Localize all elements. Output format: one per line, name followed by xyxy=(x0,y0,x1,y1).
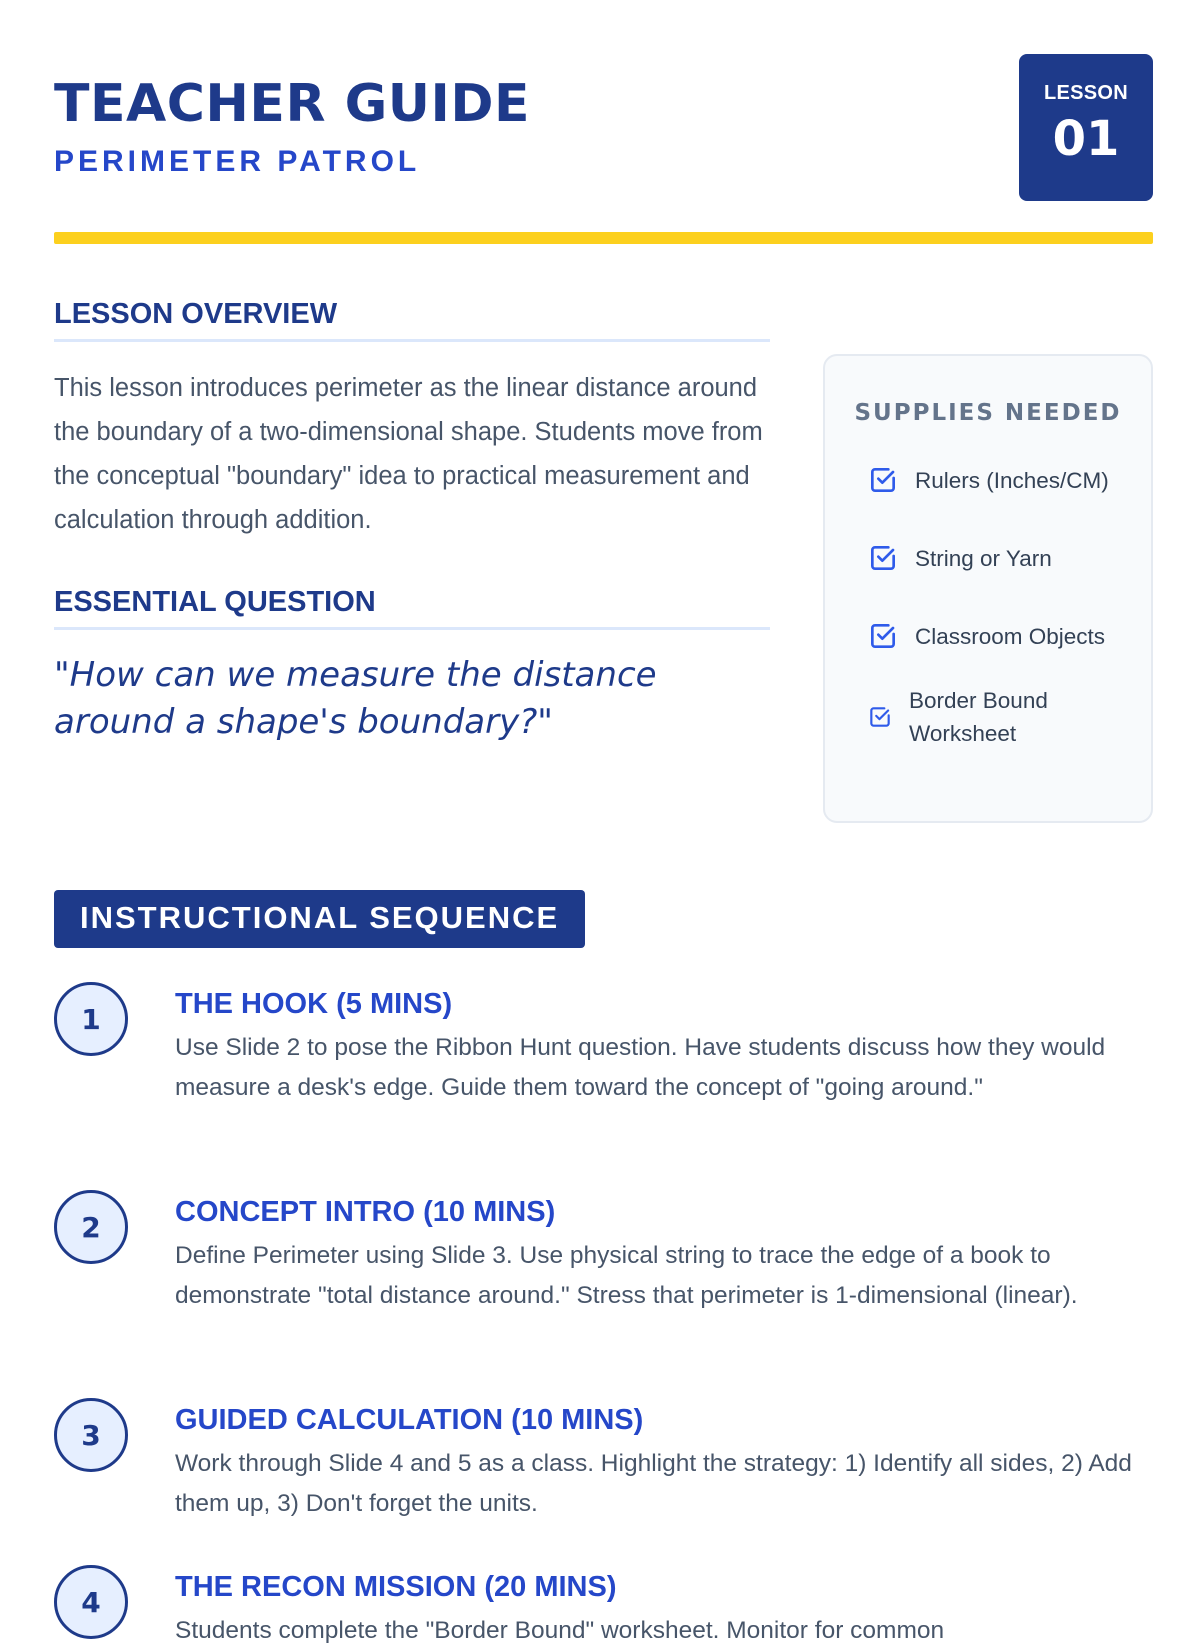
supply-label: String or Yarn xyxy=(915,545,1052,571)
header-divider xyxy=(54,232,1153,244)
step-description: Students complete the "Border Bound" worksheet. Monitor for common xyxy=(175,1617,945,1644)
step-title: THE RECON MISSION (20 MINS) xyxy=(175,1571,617,1603)
step-description: Define Perimeter using Slide 3. Use physical string to trace the edge of a book to demonstrate "total distance around." Stress that perimeter is 1-dimensional (linear). xyxy=(175,1242,1078,1309)
supply-list xyxy=(825,450,1151,750)
lesson-label: LESSON xyxy=(1043,82,1129,104)
instructional-sequence-banner: INSTRUCTIONAL SEQUENCE xyxy=(54,890,585,948)
page-subtitle: PERIMETER PATROL xyxy=(54,145,421,178)
checkbox-checked-icon xyxy=(867,542,899,574)
step-number-badge: 1 xyxy=(54,982,128,1056)
step-description: Use Slide 2 to pose the Ribbon Hunt question. Have students discuss how they would measure a desk's edge. Guide them toward the concept of "going around." xyxy=(175,1034,1106,1101)
step-title: CONCEPT INTRO (10 MINS) xyxy=(175,1196,556,1228)
sequence-step xyxy=(54,1194,1153,1402)
header xyxy=(54,54,1153,232)
supply-item xyxy=(867,684,1127,750)
overview-heading: LESSON OVERVIEW xyxy=(54,298,770,342)
sequence-step xyxy=(54,1569,1153,1651)
overview-text: This lesson introduces perimeter as the linear distance around the boundary of a two-dimensional shape. Students move from the conceptual "boundary" idea to practical measurement and calculation through addition. xyxy=(54,374,763,534)
checkbox-checked-icon xyxy=(867,464,899,496)
supplies-title: SUPPLIES NEEDED xyxy=(854,400,1122,426)
step-description: Work through Slide 4 and 5 as a class. Highlight the strategy: 1) Identify all sides, 2) Add them up, 3) Don't forget the units. xyxy=(175,1450,1132,1517)
supply-item xyxy=(867,450,1127,510)
supply-label: Border Bound Worksheet xyxy=(909,688,1048,746)
checkbox-checked-icon xyxy=(867,704,893,730)
supplies-card xyxy=(823,354,1153,823)
step-number-badge: 2 xyxy=(54,1190,128,1264)
supply-item xyxy=(867,528,1127,588)
step-title: THE HOOK (5 MINS) xyxy=(175,988,453,1020)
sequence-steps xyxy=(54,986,1153,1651)
step-number-badge: 3 xyxy=(54,1398,128,1472)
step-number-badge: 4 xyxy=(54,1565,128,1639)
checkbox-checked-icon xyxy=(867,620,899,652)
supply-label: Rulers (Inches/CM) xyxy=(915,467,1109,493)
step-title: GUIDED CALCULATION (10 MINS) xyxy=(175,1404,644,1436)
supply-item xyxy=(867,606,1127,666)
sequence-step xyxy=(54,1402,1153,1569)
lesson-badge xyxy=(1019,54,1153,201)
supply-label: Classroom Objects xyxy=(915,623,1106,649)
essential-question-heading: ESSENTIAL QUESTION xyxy=(54,586,770,630)
lesson-number: 01 xyxy=(1052,111,1120,167)
overview-column xyxy=(54,298,770,746)
page-title: TEACHER GUIDE xyxy=(54,74,531,134)
sequence-step xyxy=(54,986,1153,1194)
overview-section xyxy=(54,298,1153,888)
essential-question-text: "How can we measure the distance around a shape's boundary?" xyxy=(54,655,657,742)
